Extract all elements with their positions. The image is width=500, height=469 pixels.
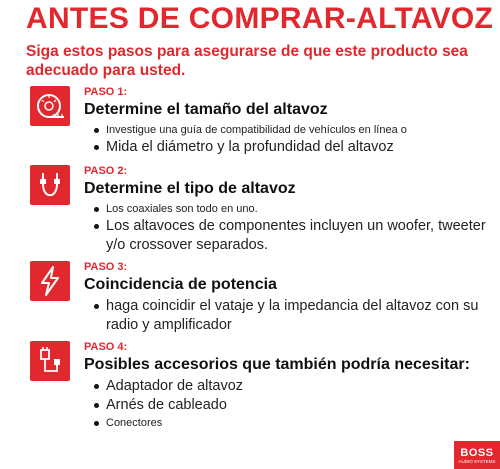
list-item: haga coincidir el vataje y la impedancia del altavoz con su radio y amplificador [92,297,492,335]
logo-brand: BOSS [460,447,494,459]
list-item: Mida el diámetro y la profundidad del altavoz [92,138,492,157]
step-4-label: PASO 4: [84,341,128,353]
step-2-bullets [92,201,492,255]
step-4-heading: Posibles accesorios que también podría necesitar: [84,356,470,373]
step-1-heading: Determine el tamaño del altavoz [84,101,328,118]
list-item: Conectores [92,415,492,431]
list-item: Investigue una guía de compatibilidad de vehículos en línea o [92,122,492,138]
step-3-label: PASO 3: [84,261,128,273]
step-1-bullets [92,122,492,157]
boss-logo [454,441,500,469]
step-3-heading: Coincidencia de potencia [84,276,277,293]
measuring-tape-icon [30,86,70,126]
step-2-heading: Determine el tipo de altavoz [84,180,296,197]
page-subtitle: Siga estos pasos para asegurarse de que este producto sea adecuado para usted. [26,43,468,79]
step-1-label: PASO 1: [84,86,128,98]
logo-tagline: AUDIO SYSTEMS [458,459,496,464]
list-item: Adaptador de altavoz [92,377,492,396]
cable-icon [30,165,70,205]
step-3-bullets [92,297,492,335]
list-item: Los altavoces de componentes incluyen un woofer, tweeter y/o crossover separados. [92,217,492,255]
list-item: Arnés de cableado [92,396,492,415]
step-4-bullets [92,377,492,431]
lightning-bolt-icon [30,261,70,301]
page-title: ANTES DE COMPRAR-ALTAVOZ [26,2,494,35]
list-item: Los coaxiales son todo en uno. [92,201,492,217]
connector-plug-icon [30,341,70,381]
step-2-label: PASO 2: [84,165,128,177]
